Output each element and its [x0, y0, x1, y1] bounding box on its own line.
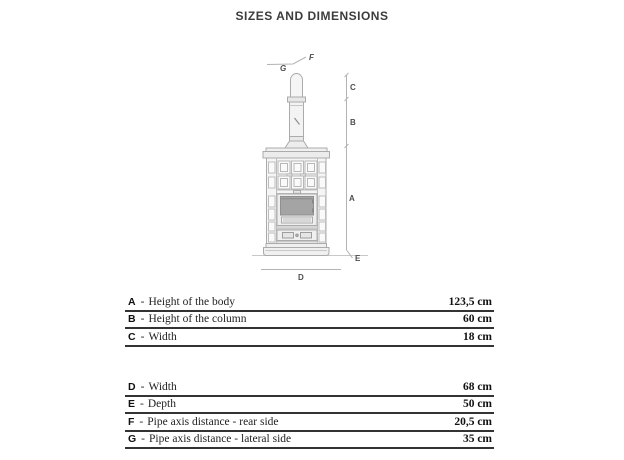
dimension-value: 20,5 cm	[454, 415, 492, 428]
door-hinge	[312, 200, 314, 204]
dimension-value: 60 cm	[462, 313, 492, 326]
plinth	[264, 248, 330, 256]
pipe-flange	[288, 97, 306, 102]
dimensions-table-upper	[125, 294, 494, 347]
table-row	[125, 397, 494, 415]
dimension-label: F - Pipe axis distance - rear side	[128, 415, 279, 428]
flue-base	[285, 141, 308, 148]
pipe-axis-leader	[267, 57, 306, 65]
table-row	[125, 414, 494, 432]
dimension-value: 50 cm	[462, 398, 492, 411]
dimension-label: D - Width	[128, 380, 177, 393]
table-row	[125, 294, 494, 312]
door-hinge	[312, 209, 314, 213]
dimension-label: C - Width	[128, 330, 177, 343]
pipe-top	[291, 74, 303, 98]
table-row	[125, 312, 494, 330]
cornice	[263, 152, 330, 159]
dimension-label: B - Height of the column	[128, 313, 247, 326]
dim-label-b: B	[350, 118, 356, 127]
depth-leader	[347, 250, 353, 258]
table-row	[125, 379, 494, 397]
dim-label-a: A	[349, 194, 355, 203]
dim-label-e: E	[355, 254, 361, 263]
page-title: SIZES AND DIMENSIONS	[235, 9, 389, 23]
stove-technical-drawing	[245, 50, 370, 290]
table-row	[125, 432, 494, 450]
flue-collar	[290, 137, 304, 142]
dim-label-g: G	[280, 64, 287, 73]
dim-label-f: F	[309, 53, 314, 62]
door-vent	[282, 217, 313, 223]
dimension-label: A - Height of the body	[128, 295, 235, 308]
table-row	[125, 329, 494, 347]
stove-outline	[263, 74, 330, 256]
dimensions-table-lower	[125, 379, 494, 449]
dim-label-d: D	[298, 273, 304, 282]
dimension-label: G - Pipe axis distance - lateral side	[128, 433, 292, 446]
drawer-knob	[296, 234, 299, 237]
dimension-value: 35 cm	[462, 433, 492, 446]
dim-label-c: C	[350, 83, 356, 92]
dimension-label: E - Depth	[128, 398, 176, 411]
dimension-value: 68 cm	[462, 380, 492, 393]
dimension-value: 18 cm	[462, 330, 492, 343]
dimension-value: 123,5 cm	[448, 295, 492, 308]
